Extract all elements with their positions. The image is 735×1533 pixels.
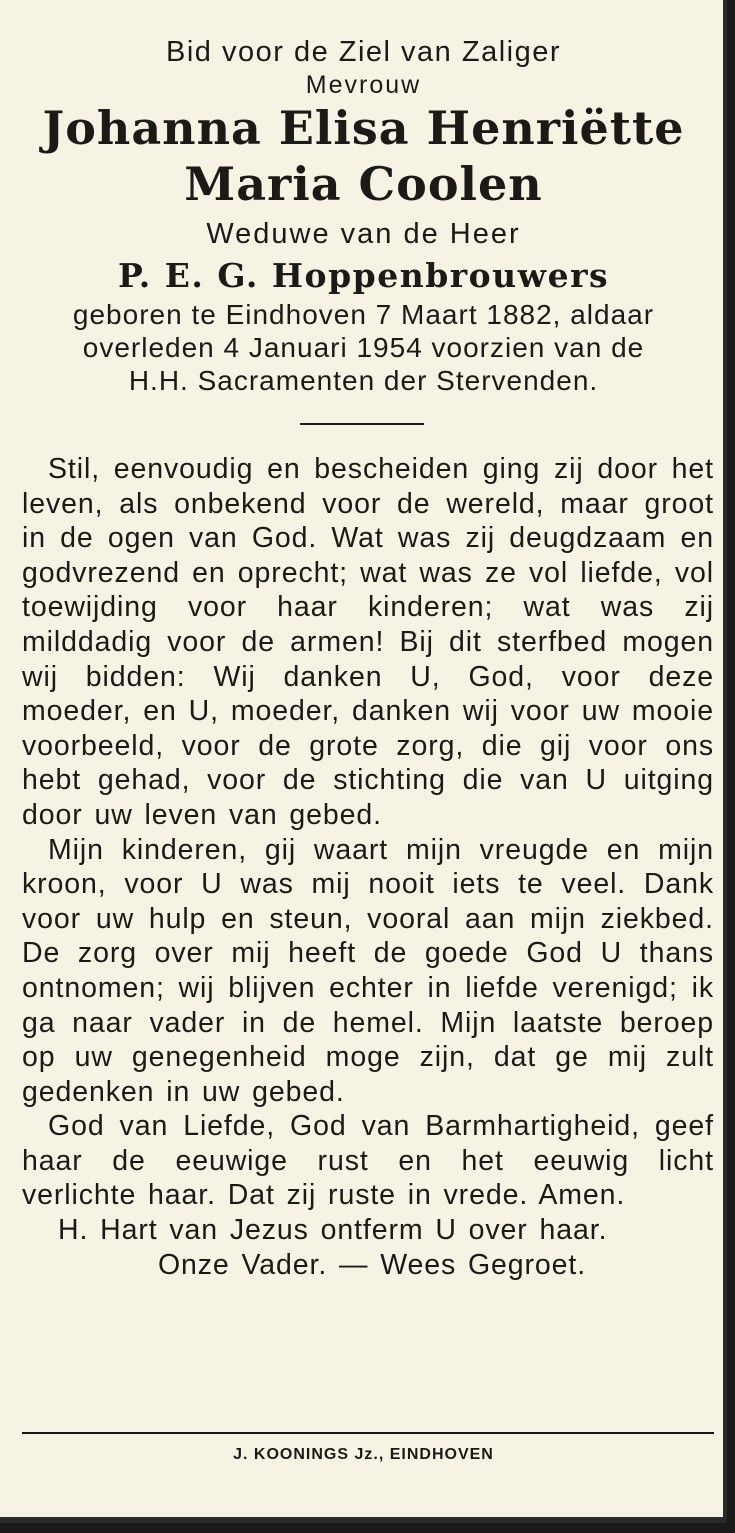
widow-of-line: Weduwe van de Heer (206, 218, 521, 250)
card-header (0, 34, 727, 397)
printer-imprint: J. KOONINGS Jz., EINDHOVEN (233, 1446, 494, 1463)
husband-name: P. E. G. Hoppenbrouwers (117, 256, 610, 295)
birth-death-line2: overleden 4 Januari 1954 voorzien van de (82, 332, 645, 363)
memorial-paragraph-3: God van Liefde, God van Barmhartigheid, geef haar de eeuwige rust en het eeuwig licht verlichte haar. Dat zij ruste in vrede. Amen. (22, 1110, 714, 1212)
honorific-title: Mevrouw (305, 71, 422, 99)
prayer-line-1: H. Hart van Jezus ontferm U over haar. (58, 1214, 608, 1247)
deceased-name-line2: Maria Coolen (184, 157, 543, 211)
footer-divider (22, 1432, 714, 1434)
birth-death-line1: geboren te Eindhoven 7 Maart 1882, aldaar (72, 299, 655, 330)
birth-death-line3: H.H. Sacramenten der Stervenden. (128, 365, 599, 396)
prayer-line-2: Onze Vader. — Wees Gegroet. (157, 1248, 587, 1281)
invocation-line: Bid voor de Ziel van Zaliger (166, 36, 561, 68)
memorial-paragraph-2: Mijn kinderen, gij waart mijn vreugde en mijn kroon, voor U was mij nooit iets te veel. Dank voor uw hulp en steun, vooral aan mijn ziekbed. De zorg over mij heeft de goede God U thans ontnomen; wij blijven echter in liefde verenigd; ik ga naar vader in de hemel. Mijn laatste beroep op uw genegenheid moge zijn, dat ge mij zult gedenken in uw gebed. (22, 833, 714, 1108)
header-divider (300, 423, 424, 425)
memorial-text (22, 452, 714, 1282)
memorial-paragraph-1: Stil, eenvoudig en bescheiden ging zij door het leven, als onbekend voor de wereld, maar groot in de ogen van God. Wat was zij deugdzaam en godvrezend en oprecht; wat was ze vol liefde, vol toewijding voor haar kinderen; wat was zij milddadig voor de armen! Bij dit sterfbed mogen wij bidden: Wij danken U, God, voor deze moeder, en U, moeder, danken wij voor uw mooie voorbeeld, voor de grote zorg, die gij voor ons hebt gehad, voor de stichting die van U uitging door uw leven van gebed. (22, 453, 714, 831)
deceased-name-line1: Johanna Elisa Henriëtte (42, 101, 685, 155)
